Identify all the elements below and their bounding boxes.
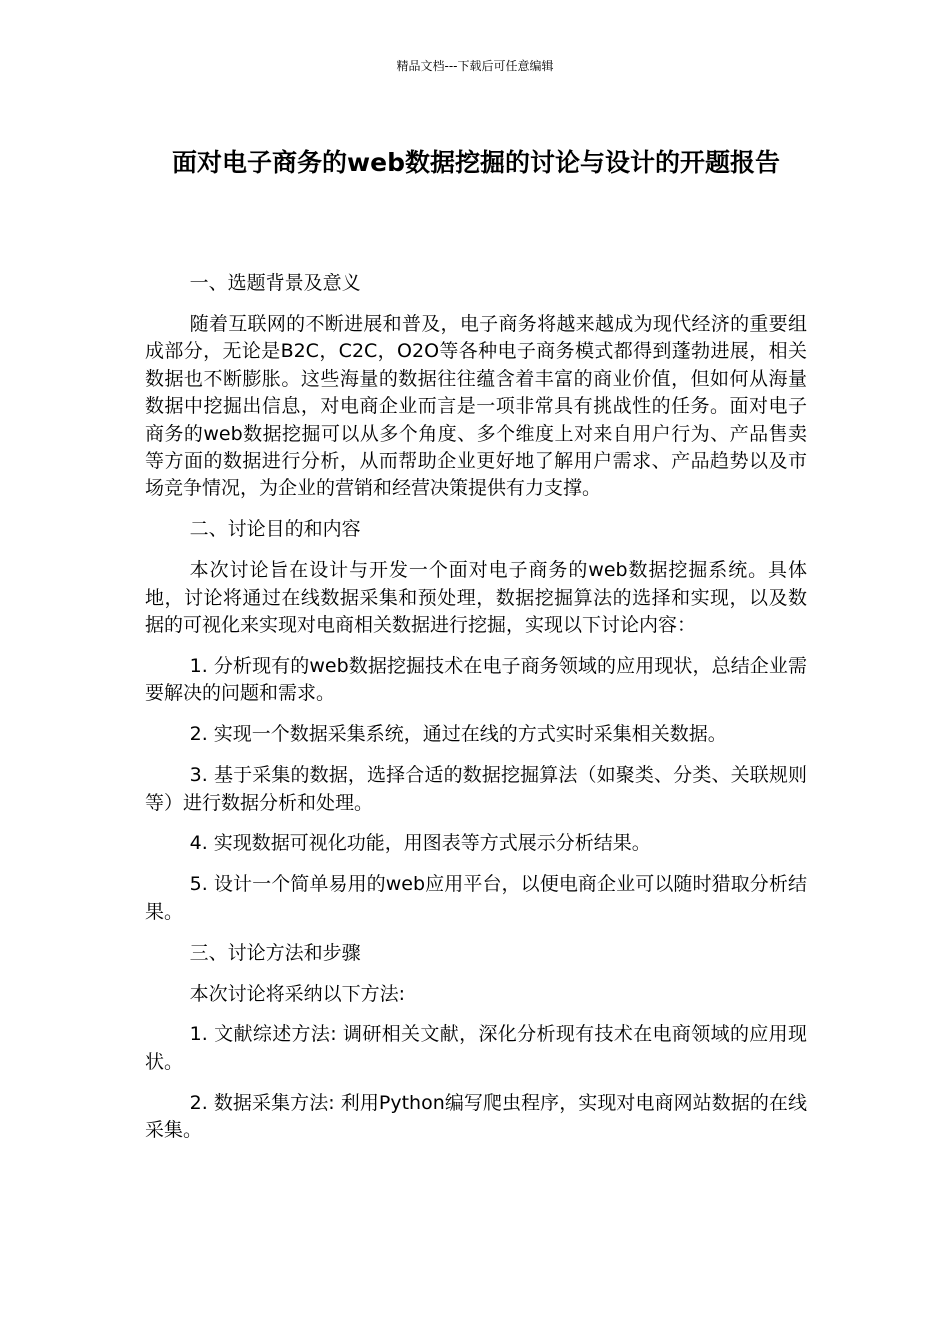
list-item-method-1: 1. 文献综述方法: 调研相关文献，深化分析现有技术在电商领域的应用现状。 [145,1023,807,1073]
list-item-method-2: 2. 数据采集方法: 利用Python编写爬虫程序，实现对电商网站数据的在线采集。 [145,1091,807,1142]
header-note: 精品文档---下载后可任意编辑 [396,59,554,73]
list-item-content-4: 4. 实现数据可视化功能，用图表等方式展示分析结果。 [189,832,651,855]
document-body [145,270,807,1158]
list-item-content-2: 2. 实现一个数据采集系统，通过在线的方式实时采集相关数据。 [189,723,727,746]
paragraph-background: 随着互联网的不断进展和普及，电子商务将越来越成为现代经济的重要组成部分，无论是B2C，C2C，O2O等各种电子商务模式都得到蓬勃进展，相关数据也不断膨胀。这些海量的数据往往蕴含着丰富的商业价值，但如何从海量数据中挖掘出信息，对电商企业而言是一项非常具有挑战性的任务。面对电子商务的web数据挖掘可以从多个角度、多个维度上对来自用户行为、产品售卖等方面的数据进行分析，从而帮助企业更好地了解用户需求、产品趋势以及市场竞争情况，为企业的营销和经营决策提供有力支撑。 [145,312,807,500]
list-item-content-3: 3. 基于采集的数据，选择合适的数据挖掘算法（如聚类、分类、关联规则等）进行数据分析和处理。 [145,764,807,814]
list-item-content-1: 1. 分析现有的web数据挖掘技术在电子商务领域的应用现状，总结企业需要解决的问题和需求。 [145,654,807,705]
paragraph-methods-intro: 本次讨论将采纳以下方法: [189,982,406,1005]
section-heading-background: 一、选题背景及意义 [189,272,361,294]
paragraph-purpose: 本次讨论旨在设计与开发一个面对电子商务的web数据挖掘系统。具体地，讨论将通过在线数据采集和预处理，数据挖掘算法的选择和实现，以及数据的可视化来实现对电商相关数据进行挖掘，实现以下讨论内容： [145,559,807,636]
list-item-content-5: 5. 设计一个简单易用的web应用平台，以便电商企业可以随时猎取分析结果。 [145,873,807,923]
section-heading-purpose: 二、讨论目的和内容 [189,518,361,541]
document-title: 面对电子商务的web数据挖掘的讨论与设计的开题报告 [172,148,780,177]
section-heading-methods: 三、讨论方法和步骤 [189,941,361,964]
